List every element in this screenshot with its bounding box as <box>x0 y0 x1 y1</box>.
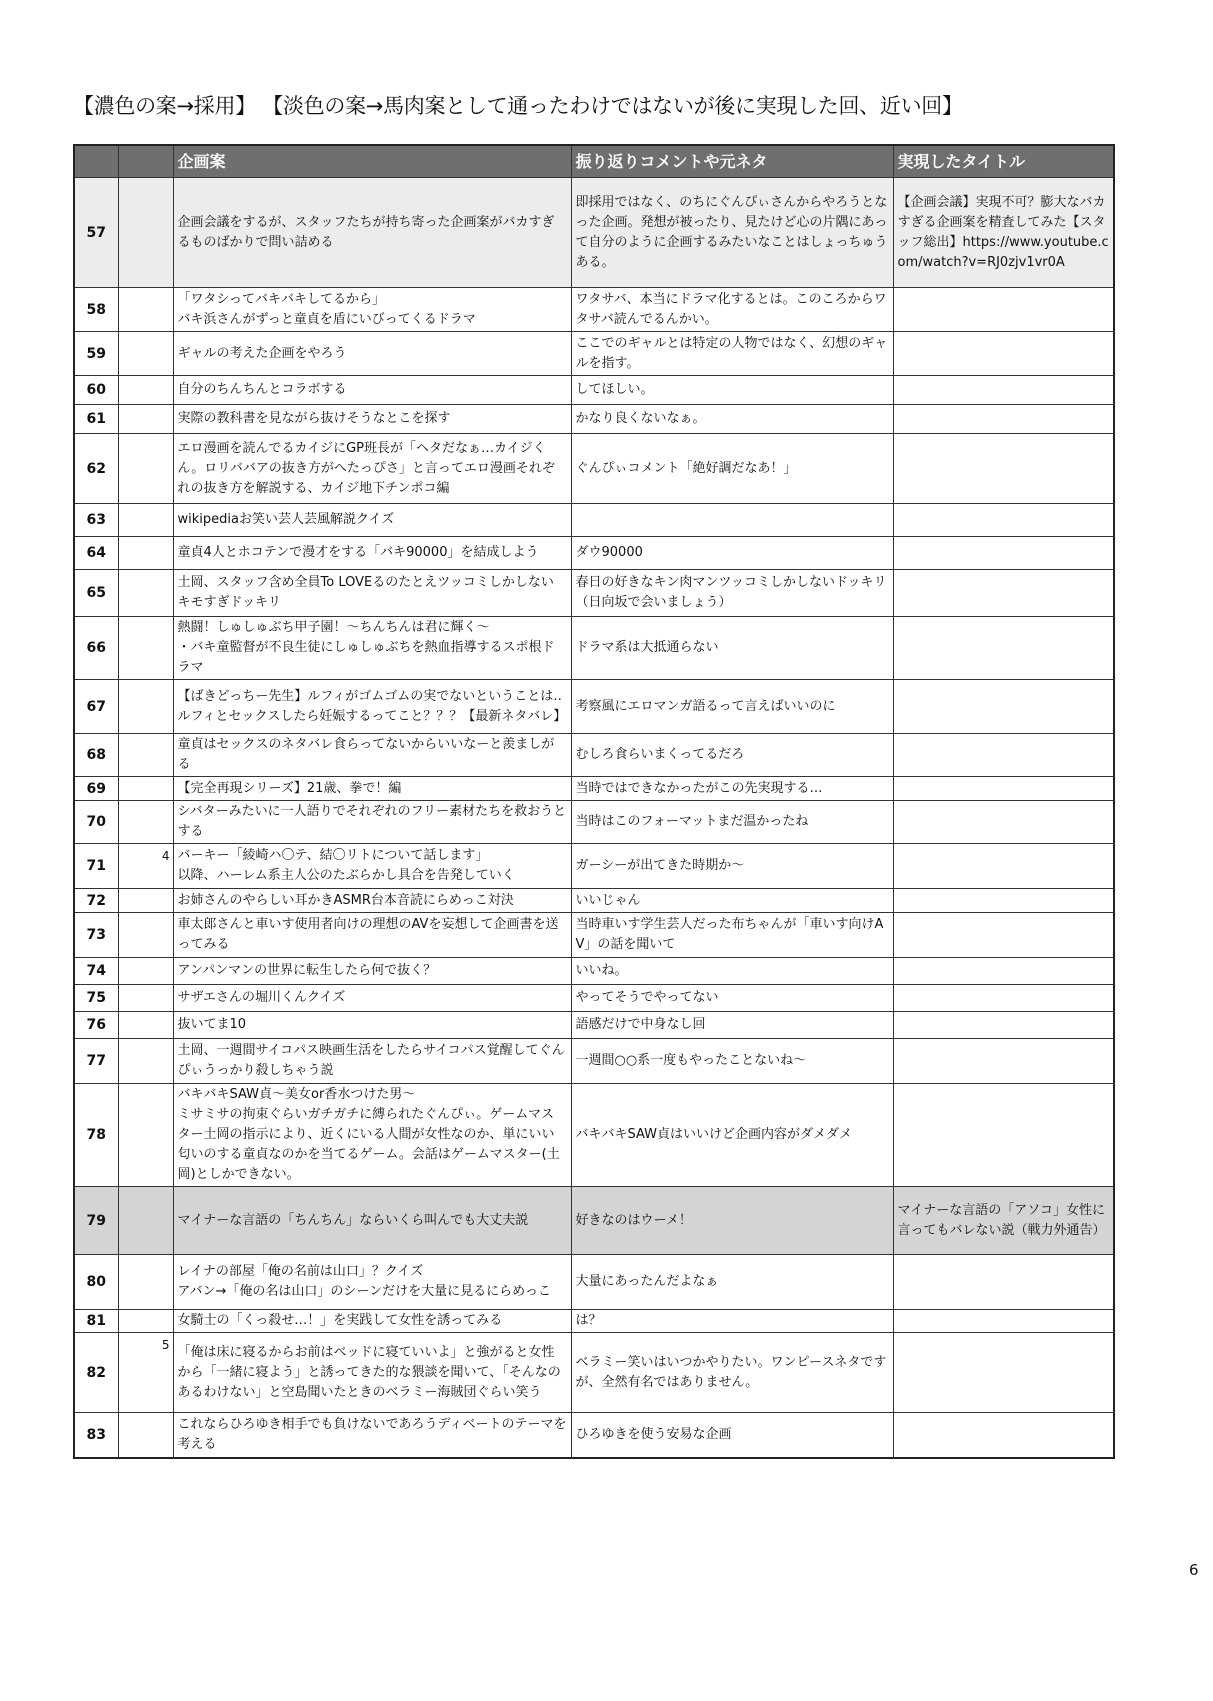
plan-text: 土岡、スタッフ含め全員To LOVEるのたとえツッコミしかしないキモすぎドッキリ <box>177 575 554 610</box>
plan-text-cell <box>173 889 571 913</box>
row-mark-cell <box>118 178 173 288</box>
row-number-cell <box>74 288 118 332</box>
row-number: 58 <box>86 301 106 318</box>
page-heading: 【濃色の案→採用】 【淡色の案→馬肉案として通ったわけではないが後に実現した回、近い回】 <box>73 94 963 118</box>
table-row <box>74 332 1114 376</box>
plan-text: 「ワタシってバキバキしてるから」 バキ浜さんがずっと童貞を盾にいびってくるドラマ <box>177 291 476 327</box>
table-row <box>74 434 1114 504</box>
realized-title-cell <box>893 1333 1114 1413</box>
row-mark-cell <box>118 1039 173 1084</box>
plan-text-cell <box>173 985 571 1012</box>
row-mark-cell <box>118 913 173 958</box>
table-row <box>74 801 1114 844</box>
row-number: 76 <box>86 1017 106 1033</box>
table-row <box>74 680 1114 734</box>
row-number: 62 <box>86 460 106 477</box>
row-mark-cell <box>118 1310 173 1333</box>
comment-text-cell <box>571 889 893 913</box>
plan-text-cell <box>173 1255 571 1310</box>
plan-text-cell <box>173 1310 571 1333</box>
plan-text-cell <box>173 504 571 537</box>
row-number-cell <box>74 1084 118 1187</box>
plan-text: 車太郎さんと車いす使用者向けの理想のAVを妄想して企画書を送ってみる <box>177 917 559 952</box>
row-number: 78 <box>86 1127 106 1143</box>
row-mark-cell <box>118 504 173 537</box>
table-row <box>74 570 1114 617</box>
comment-text-cell <box>571 288 893 332</box>
row-number: 75 <box>86 990 106 1006</box>
row-number-cell <box>74 1333 118 1413</box>
plan-text: 熱闘！しゅしゅぶち甲子園！〜ちんちんは君に輝く〜 ・バキ童監督が不良生徒にしゅしゅぶちを熱血指導するスポ根ドラマ <box>177 620 555 675</box>
plan-text: 【ばきどっちー先生】ルフィがゴムゴムの実でないということは‥ルフィとセックスしたら妊娠するってこと？？？【最新ネタバレ】 <box>177 688 567 724</box>
comment-text-cell <box>571 178 893 288</box>
row-mark-cell <box>118 1255 173 1310</box>
table-row <box>74 1187 1114 1255</box>
plan-text-cell <box>173 801 571 844</box>
comment-text-cell <box>571 434 893 504</box>
table-row <box>74 889 1114 913</box>
row-number-cell <box>74 777 118 801</box>
plan-text: wikipediaお笑い芸人芸風解説クイズ <box>177 512 395 527</box>
plan-text: 企画会議をするが、スタッフたちが持ち寄った企画案がバカすぎるものばかりで問い詰める <box>177 214 555 250</box>
realized-title: 【企画会議】実現不可？膨大なバカすぎる企画案を精査してみた【スタッフ総出】https://www.youtube.com/watch?v=RJ0zjv1vr0A <box>897 194 1109 270</box>
row-number-cell <box>74 1039 118 1084</box>
comment-text: 当時車いす学生芸人だった布ちゃんが「車いす向けAV」の話を聞いて <box>575 917 884 952</box>
row-number-cell <box>74 376 118 405</box>
table-row <box>74 617 1114 680</box>
comment-text: 語感だけで中身なし回 <box>575 1017 706 1032</box>
realized-title: マイナーな言語の「アソコ」女性に言ってもバレない説（戦力外通告） <box>897 1202 1106 1238</box>
table-row <box>74 777 1114 801</box>
plan-text-cell <box>173 1333 571 1413</box>
realized-title-cell <box>893 1413 1114 1458</box>
row-number-cell <box>74 985 118 1012</box>
table-row <box>74 405 1114 434</box>
realized-title-cell <box>893 288 1114 332</box>
row-number: 66 <box>86 640 106 656</box>
table-row <box>74 504 1114 537</box>
row-number-cell <box>74 570 118 617</box>
comment-text: 即採用ではなく、のちにぐんぴぃさんからやろうとなった企画。発想が被ったり、見たけど心の片隅にあって自分のように企画するみたいなことはしょっちゅうある。 <box>575 194 888 270</box>
realized-title-cell <box>893 801 1114 844</box>
plan-text-cell <box>173 178 571 288</box>
row-number: 80 <box>86 1274 106 1290</box>
realized-title-cell <box>893 332 1114 376</box>
row-number: 64 <box>86 545 106 561</box>
plan-text-cell <box>173 1187 571 1255</box>
row-mark-cell <box>118 1187 173 1255</box>
row-number: 79 <box>86 1212 106 1229</box>
comment-text-cell <box>571 958 893 985</box>
row-mark-cell <box>118 889 173 913</box>
table-row <box>74 1084 1114 1187</box>
realized-title-cell <box>893 844 1114 889</box>
row-number: 60 <box>86 382 106 398</box>
comment-text: バキバキSAW貞はいいけど企画内容がダメダメ <box>575 1127 853 1142</box>
page-number: 6 <box>1189 1561 1199 1579</box>
realized-title-cell <box>893 504 1114 537</box>
plan-text: 土岡、一週間サイコパス映画生活をしたらサイコパス覚醒してぐんぴぃうっかり殺しちゃう説 <box>177 1043 565 1078</box>
realized-title-cell <box>893 680 1114 734</box>
plan-table <box>73 144 1115 1459</box>
row-number-cell <box>74 178 118 288</box>
comment-text-cell <box>571 376 893 405</box>
plan-text-cell <box>173 288 571 332</box>
row-mark-cell <box>118 288 173 332</box>
table-row <box>74 537 1114 570</box>
header-mark <box>118 145 173 178</box>
row-number-cell <box>74 844 118 889</box>
realized-title-cell <box>893 985 1114 1012</box>
plan-text: これならひろゆき相手でも負けないであろうディベートのテーマを考える <box>177 1416 567 1452</box>
row-mark-cell <box>118 434 173 504</box>
comment-text: ひろゆきを使う安易な企画 <box>575 1426 732 1442</box>
comment-text-cell <box>571 913 893 958</box>
row-mark-cell <box>118 570 173 617</box>
row-number: 70 <box>86 814 106 830</box>
plan-text: 童貞4人とホコテンで漫才をする「バキ90000」を結成しよう <box>177 545 539 560</box>
realized-title-cell <box>893 617 1114 680</box>
row-mark-cell <box>118 1333 173 1413</box>
table-row <box>74 1255 1114 1310</box>
comment-text-cell <box>571 1413 893 1458</box>
plan-text: アンパンマンの世界に転生したら何で抜く？ <box>177 963 437 978</box>
realized-title-cell <box>893 1039 1114 1084</box>
row-number-cell <box>74 801 118 844</box>
plan-text-cell <box>173 777 571 801</box>
comment-text: ベラミー笑いはいつかやりたい。ワンピースネタですが、全然有名ではありません。 <box>575 1354 887 1390</box>
comment-text: いいね。 <box>575 963 628 978</box>
plan-text: ギャルの考えた企画をやろう <box>177 345 347 361</box>
row-mark-cell <box>118 958 173 985</box>
comment-text: してほしい。 <box>575 382 654 397</box>
table-row <box>74 1012 1114 1039</box>
plan-text-cell <box>173 734 571 777</box>
plan-text-cell <box>173 1413 571 1458</box>
comment-text-cell <box>571 734 893 777</box>
realized-title-cell <box>893 913 1114 958</box>
plan-text: 女騎士の「くっ殺せ…！」を実践して女性を誘ってみる <box>177 1313 503 1328</box>
comment-text: やってそうでやってない <box>575 990 719 1005</box>
table-row <box>74 1310 1114 1333</box>
plan-text-cell <box>173 1084 571 1187</box>
table-row <box>74 376 1114 405</box>
realized-title-cell <box>893 1310 1114 1333</box>
row-number-cell <box>74 405 118 434</box>
row-number-cell <box>74 1187 118 1255</box>
row-number: 74 <box>86 963 106 979</box>
plan-text-cell <box>173 376 571 405</box>
row-mark-cell <box>118 777 173 801</box>
plan-text: レイナの部屋「俺の名前は山口」？クイズ アバン→「俺の名は山口」のシーンだけを大量に見るにらめっこ <box>177 1264 551 1299</box>
comment-text-cell <box>571 1255 893 1310</box>
comment-text: ここでのギャルとは特定の人物ではなく、幻想のギャルを指す。 <box>575 335 888 371</box>
row-number-cell <box>74 958 118 985</box>
comment-text-cell <box>571 777 893 801</box>
plan-text-cell <box>173 537 571 570</box>
row-mark-cell <box>118 844 173 889</box>
plan-text-cell <box>173 844 571 889</box>
row-number: 71 <box>86 858 106 874</box>
comment-text: 好きなのはウーメ！ <box>575 1212 692 1228</box>
row-number: 69 <box>86 780 106 797</box>
plan-text: バキバキSAW貞〜美女or香水つけた男〜 ミサミサの拘束ぐらいガチガチに縛られたぐんぴぃ。ゲームマスター土岡の指示により、近くにいる人間が女性なのか、単にいい匂いのする童貞なのかを当てるゲーム。会話はゲームマスター(土岡)としかできない。 <box>177 1087 560 1182</box>
plan-text: 実際の教科書を見ながら抜けそうなとこを探す <box>177 411 451 426</box>
row-number-cell <box>74 889 118 913</box>
row-number-cell <box>74 1413 118 1458</box>
realized-title-cell <box>893 178 1114 288</box>
plan-text: 【完全再現シリーズ】21歳、拳で！編 <box>177 780 402 796</box>
row-number-cell <box>74 434 118 504</box>
plan-text-cell <box>173 405 571 434</box>
comment-text: 当時はこのフォーマットまだ温かったね <box>575 814 809 829</box>
realized-title-cell <box>893 570 1114 617</box>
plan-text: マイナーな言語の「ちんちん」ならいくら叫んでも大丈夫説 <box>177 1212 529 1228</box>
row-number-cell <box>74 1310 118 1333</box>
row-number: 61 <box>86 411 106 427</box>
header-title: 実現したタイトル <box>893 145 1114 178</box>
row-number-cell <box>74 617 118 680</box>
comment-text: 大量にあったんだよなぁ <box>575 1274 719 1289</box>
plan-text-cell <box>173 617 571 680</box>
realized-title-cell <box>893 405 1114 434</box>
realized-title-cell <box>893 958 1114 985</box>
row-number-cell <box>74 680 118 734</box>
row-mark: 5 <box>161 1338 170 1352</box>
realized-title-cell <box>893 1187 1114 1255</box>
table-header-row <box>74 145 1114 178</box>
row-mark-cell <box>118 617 173 680</box>
row-mark-cell <box>118 734 173 777</box>
realized-title-cell <box>893 537 1114 570</box>
row-number-cell <box>74 332 118 376</box>
row-mark-cell <box>118 1413 173 1458</box>
table-row <box>74 734 1114 777</box>
comment-text: 考察風にエロマンガ語るって言えばいいのに <box>575 698 836 714</box>
comment-text: いいじゃん <box>575 892 641 908</box>
comment-text: むしろ食らいまくってるだろ <box>575 747 745 762</box>
row-mark: 4 <box>161 849 170 863</box>
comment-text-cell <box>571 1039 893 1084</box>
realized-title-cell <box>893 889 1114 913</box>
row-number: 83 <box>86 1426 106 1443</box>
table-row <box>74 913 1114 958</box>
plan-text-cell <box>173 1039 571 1084</box>
comment-text: ガーシーが出てきた時期か〜 <box>575 858 745 873</box>
plan-text-cell <box>173 332 571 376</box>
comment-text: かなり良くないなぁ。 <box>575 411 706 426</box>
row-number-cell <box>74 734 118 777</box>
row-number: 72 <box>86 892 106 909</box>
row-number-cell <box>74 1255 118 1310</box>
realized-title-cell <box>893 734 1114 777</box>
comment-text-cell <box>571 617 893 680</box>
plan-text: お姉さんのやらしい耳かきASMR台本音読にらめっこ対決 <box>177 892 514 908</box>
comment-text: ぐんぴぃコメント「絶好調だなあ！」 <box>575 460 797 476</box>
realized-title-cell <box>893 1084 1114 1187</box>
comment-text-cell <box>571 1012 893 1039</box>
row-mark-cell <box>118 1084 173 1187</box>
comment-text-cell <box>571 844 893 889</box>
row-mark-cell <box>118 537 173 570</box>
table-row <box>74 985 1114 1012</box>
plan-text-cell <box>173 913 571 958</box>
comment-text-cell <box>571 504 893 537</box>
realized-title-cell <box>893 1012 1114 1039</box>
row-number: 81 <box>86 1313 106 1329</box>
row-number: 68 <box>86 747 106 763</box>
plan-text: 抜いてま10 <box>177 1017 247 1032</box>
row-mark-cell <box>118 405 173 434</box>
row-number-cell <box>74 913 118 958</box>
header-plan: 企画案 <box>173 145 571 178</box>
row-number: 63 <box>86 512 106 528</box>
plan-text-cell <box>173 434 571 504</box>
realized-title-cell <box>893 1255 1114 1310</box>
plan-text: シバターみたいに一人語りでそれぞれのフリー素材たちを救おうとする <box>177 804 567 839</box>
row-number: 57 <box>86 224 106 241</box>
comment-text: 春日の好きなキン肉マンツッコミしかしないドッキリ（日向坂で会いましょう） <box>575 575 887 610</box>
comment-text-cell <box>571 1187 893 1255</box>
row-number: 82 <box>86 1364 106 1381</box>
realized-title-cell <box>893 434 1114 504</box>
plan-text: エロ漫画を読んでるカイジにGP班長が「ヘタだなぁ…カイジくん。ロリババアの抜き方がへたっぴさ」と言ってエロ漫画それぞれの抜き方を解説する、カイジ地下チンポコ編 <box>177 440 555 496</box>
row-number-cell <box>74 537 118 570</box>
table-body <box>74 178 1114 1458</box>
comment-text-cell <box>571 1310 893 1333</box>
comment-text-cell <box>571 801 893 844</box>
row-mark-cell <box>118 1012 173 1039</box>
comment-text-cell <box>571 1333 893 1413</box>
row-number: 59 <box>86 345 106 362</box>
table-row <box>74 288 1114 332</box>
realized-title-cell <box>893 777 1114 801</box>
row-number: 65 <box>86 585 106 601</box>
row-mark-cell <box>118 801 173 844</box>
table-row <box>74 958 1114 985</box>
comment-text-cell <box>571 570 893 617</box>
plan-text-cell <box>173 1012 571 1039</box>
table-row <box>74 1413 1114 1458</box>
row-number-cell <box>74 1012 118 1039</box>
row-number: 67 <box>86 698 106 715</box>
comment-text-cell <box>571 1084 893 1187</box>
table-row <box>74 1039 1114 1084</box>
header-number <box>74 145 118 178</box>
table-row <box>74 178 1114 288</box>
plan-text: サザエさんの堀川くんクイズ <box>177 990 346 1005</box>
row-number: 77 <box>86 1053 106 1069</box>
row-mark-cell <box>118 985 173 1012</box>
comment-text: ワタサバ、本当にドラマ化するとは。このころからワタサバ読んでるんかい。 <box>575 291 887 327</box>
comment-text: 一週間○○系一度もやったことないね〜 <box>575 1053 807 1068</box>
row-mark-cell <box>118 376 173 405</box>
row-number: 73 <box>86 927 106 943</box>
row-number-cell <box>74 504 118 537</box>
comment-text-cell <box>571 985 893 1012</box>
plan-text: 「俺は床に寝るからお前はベッドに寝ていいよ」と強がると女性から「一緒に寝よう」と誘ってきた的な猥談を聞いて、「そんなのあるわけない」と空島聞いたときのベラミー海賊団ぐらい笑う <box>177 1344 561 1400</box>
comment-text-cell <box>571 680 893 734</box>
comment-text: ダウ90000 <box>575 545 643 560</box>
table-row <box>74 844 1114 889</box>
plan-text-cell <box>173 570 571 617</box>
header-comment: 振り返りコメントや元ネタ <box>571 145 893 178</box>
plan-text-cell <box>173 958 571 985</box>
row-mark-cell <box>118 332 173 376</box>
comment-text: は？ <box>575 1313 602 1328</box>
plan-text: 童貞はセックスのネタバレ食らってないからいいなーと羨ましがる <box>177 737 555 772</box>
realized-title-cell <box>893 376 1114 405</box>
row-mark-cell <box>118 680 173 734</box>
comment-text: ドラマ系は大抵通らない <box>575 640 719 655</box>
comment-text-cell <box>571 537 893 570</box>
plan-text: 自分のちんちんとコラボする <box>177 382 347 397</box>
comment-text-cell <box>571 332 893 376</box>
comment-text: 当時ではできなかったがこの先実現する… <box>575 780 823 796</box>
table-row <box>74 1333 1114 1413</box>
plan-text-cell <box>173 680 571 734</box>
comment-text-cell <box>571 405 893 434</box>
plan-text: バーキー「綾崎ハ〇テ、結〇リトについて話します」 以降、ハーレム系主人公のたぶらかし具合を告発していく <box>177 848 515 883</box>
